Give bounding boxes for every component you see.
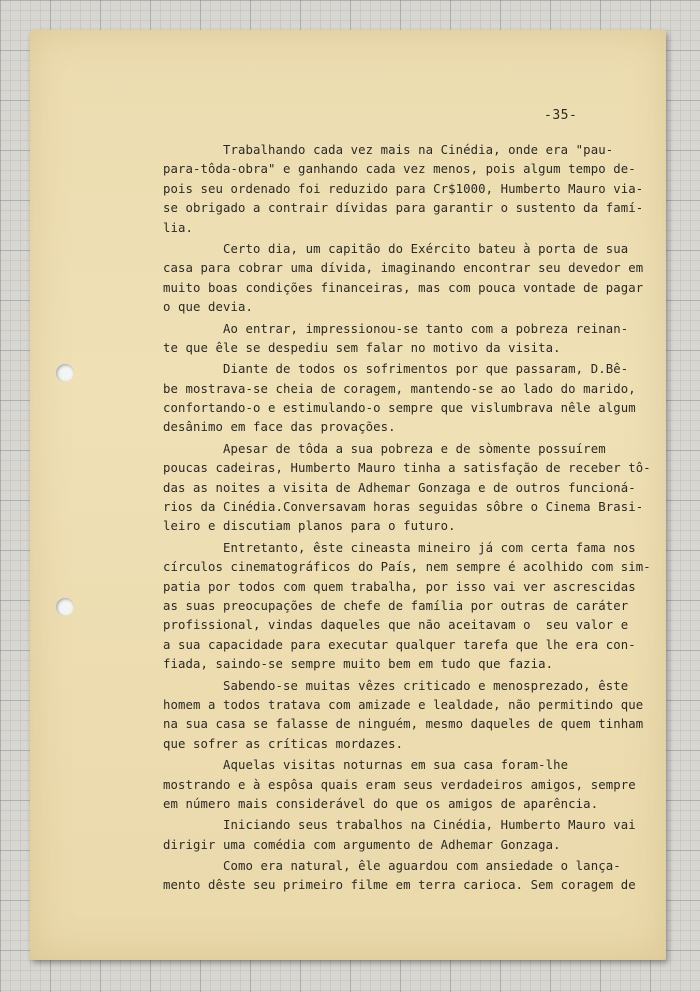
text-line: muito boas condições financeiras, mas com pouca vontade de pagar	[163, 280, 644, 295]
text-line: na sua casa se falasse de ninguém, mesmo daqueles de quem tinham	[163, 717, 644, 732]
text-line: as suas preocupações de chefe de família por outras de caráter	[163, 598, 629, 613]
text-line: Como era natural, êle aguardou com ansiedade o lança-	[163, 859, 621, 874]
text-line: Diante de todos os sofrimentos por que passaram, D.Bê-	[163, 362, 629, 377]
text-line: Sabendo-se muitas vêzes criticado e menosprezado, êste	[163, 678, 629, 693]
text-line: se obrigado a contrair dívidas para garantir o sustento da famí-	[163, 201, 644, 216]
text-line: para-tôda-obra" e ganhando cada vez menos, pois algum tempo de-	[163, 162, 636, 177]
page-number: -35-	[544, 108, 578, 123]
text-line: Trabalhando cada vez mais na Cinédia, onde era "pau-	[163, 143, 614, 157]
text-line: Certo dia, um capitão do Exército bateu à porta de sua	[163, 241, 629, 256]
text-line: círculos cinematográficos do País, nem sempre é acolhido com sim-	[163, 560, 651, 575]
text-line: homem a todos tratava com amizade e lealdade, não permitindo que	[163, 697, 644, 712]
text-line: te que êle se despediu sem falar no motivo da visita.	[163, 340, 561, 355]
text-line: fiada, saindo-se sempre muito bem em tudo que fazia.	[163, 657, 554, 672]
text-line: Entretanto, êste cineasta mineiro já com certa fama nos	[163, 540, 636, 555]
text-line: desânimo em face das provações.	[163, 420, 396, 435]
text-line: leiro e discutiam planos para o futuro.	[163, 519, 456, 534]
text-line: em número mais considerável do que os amigos de aparência.	[163, 796, 599, 811]
text-line: rios da Cinédia.Conversavam horas seguidas sôbre o Cinema Brasi-	[163, 500, 644, 515]
text-line: Iniciando seus trabalhos na Cinédia, Humberto Mauro vai	[163, 818, 636, 833]
text-line: dirigir uma comédia com argumento de Adhemar Gonzaga.	[163, 837, 561, 852]
text-line: pois seu ordenado foi reduzido para Cr$1000, Humberto Mauro via-	[163, 181, 644, 196]
body-text	[163, 141, 651, 896]
text-line: das as noites a visita de Adhemar Gonzaga e de outros funcioná-	[163, 480, 636, 495]
text-line: patia por todos com quem trabalha, por isso vai ver ascrescidas	[163, 579, 636, 594]
text-line: be mostrava-se cheia de coragem, mantendo-se ao lado do marido,	[163, 381, 636, 396]
text-line: casa para cobrar uma dívida, imaginando encontrar seu devedor em	[163, 261, 644, 276]
text-line: Aquelas visitas noturnas em sua casa foram-lhe	[163, 758, 569, 773]
punch-hole-bottom	[56, 598, 74, 616]
text-line: o que devia.	[163, 300, 254, 315]
text-line: a sua capacidade para executar qualquer tarefa que lhe era con-	[163, 637, 636, 652]
text-line: profissional, vindas daqueles que não aceitavam o seu valor e	[163, 618, 629, 633]
text-line: lia.	[163, 220, 194, 235]
text-line: confortando-o e estimulando-o sempre que vislumbrava nêle algum	[163, 401, 636, 416]
text-line: Apesar de tôda a sua pobreza e de sòmente possuírem	[163, 441, 606, 456]
text-line: que sofrer as críticas mordazes.	[163, 736, 404, 751]
text-line: mento dêste seu primeiro filme em terra carioca. Sem coragem de	[163, 878, 636, 893]
text-line: Ao entrar, impressionou-se tanto com a pobreza reinan-	[163, 321, 629, 336]
typewritten-page	[30, 30, 666, 960]
text-line: mostrando e à espôsa quais eram seus verdadeiros amigos, sempre	[163, 777, 636, 792]
text-line: poucas cadeiras, Humberto Mauro tinha a satisfação de receber tô-	[163, 461, 651, 476]
punch-hole-top	[56, 364, 74, 382]
